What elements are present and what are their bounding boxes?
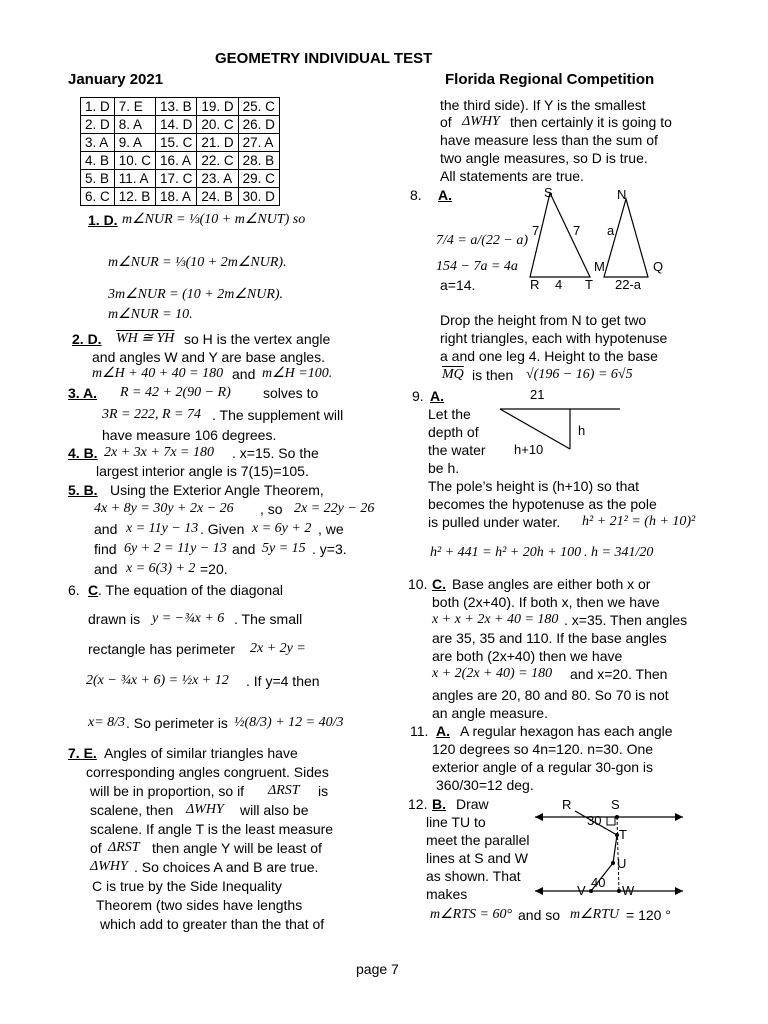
answer-9-text: depth of [428,424,479,440]
side-7-label: 7 [532,223,540,238]
answer-12-text: as shown. That [426,868,521,884]
point-r-label: R [562,797,572,812]
answer-2-label: 2. D. [72,331,102,347]
answer-1-label: 1. D. [88,212,118,228]
arrowhead-right-icon [675,813,683,821]
answer-6-text: . If y=4 then [246,673,320,689]
answer-10-text: angles are 20, 80 and 80. So 70 is not [432,687,669,703]
answer-key-cell: 17. C [156,170,197,188]
answer-7-text: which add to greater than the that of [100,916,325,932]
answer-key-cell: 10. C [114,152,155,170]
competition-name: Florida Regional Competition [445,71,655,88]
answer-8-result: √(196 − 16) = 6√5 [526,367,633,382]
answer-9-equation: h² + 21² = (h + 10)² [582,514,696,529]
answer-8-proportion: 7/4 = a/(22 − a) [436,233,528,248]
answer-5-equation: 4x + 8y = 30y + 2x − 26 [94,501,234,516]
answer-key-cell: 16. A [156,152,197,170]
answer-10-text: both (2x+40). If both x, then we have [432,594,660,610]
right-angle-mark [607,817,615,825]
answer-8-text: is then [472,367,514,383]
answer-key-row [81,134,280,152]
point-u-label: U [617,856,627,871]
answer-key-row [81,170,280,188]
answer-3-equation: 3R = 222, R = 74 [102,407,201,422]
point-v-label: V [577,883,586,898]
answer-7-text: corresponding angles congruent. Sides [86,764,329,780]
answer-key-cell: 15. C [156,134,197,152]
answer-11-text: A regular hexagon has each angle [460,723,673,739]
answer-7-label: 7. E. [68,745,97,761]
answer-9-text: the water [428,442,486,458]
answer-12-text: makes [426,886,468,902]
answer-key-cell: 6. C [81,188,115,206]
answer-6-equation: 2x + 2y = [250,641,306,656]
width-21-label: 21 [530,387,545,402]
answer-5-equation: x = 6(3) + 2 [126,561,196,576]
answer-10-text: an angle measure. [432,705,548,721]
answer-key-cell: 2. D [81,116,115,134]
answer-key-row [81,152,280,170]
answer-10-text: . x=35. Then angles [564,612,688,628]
side-a-label: a [607,223,615,238]
answer-11-text: exterior angle of a regular 30-gon is [432,759,654,775]
answer-10-equation: x + x + 2x + 40 = 180 [432,612,559,627]
answer-5-label: 5. B. [68,482,98,498]
answer-key-row [81,116,280,134]
answer-8-text: right triangles, each with hypotenuse [440,330,668,346]
answer-3-text: have measure 106 degrees. [102,427,277,443]
answer-12-text: Draw [456,796,489,812]
answer-12-text: meet the parallel [426,832,530,848]
answer-key-cell: 4. B [81,152,115,170]
answer-7-text: then angle Y will be least of [152,840,322,856]
answer-key-cell: 11. A [114,170,155,188]
page-number: page 7 [356,961,399,977]
answer-key-cell: 18. A [156,188,197,206]
answer-10-number: 10. [408,576,428,592]
answer-5-result: =20. [200,561,228,577]
answer-key-cell: 13. B [156,98,197,116]
vertex-t-label: T [585,277,593,292]
answer-4-text: . x=15. So the [232,445,319,461]
answer-12-text: line TU to [426,814,486,830]
answer-key-cell: 22. C [197,152,238,170]
answer-7-text: scalene, then [90,802,174,818]
depth-h-label: h [578,423,586,438]
answer-8-text: Drop the height from N to get two [440,312,647,328]
answer-5-equation: 2x = 22y − 26 [294,501,375,516]
answer-key-cell: 28. B [238,152,279,170]
answer-6-label: C [88,582,99,598]
answer-7-triangle: ΔRST [108,840,140,855]
answer-9-text: Let the [428,406,471,422]
answer-6-result: ½(8/3) + 12 = 40/3 [234,715,344,730]
answer-1-equation: m∠NUR = ⅓(10 + m∠NUT) so [122,212,306,227]
arrowhead-right-icon [675,887,683,895]
answer-9-result: . h = 341/20 [584,545,654,560]
answer-5-text: and [94,561,118,577]
point-t-label: T [619,827,627,842]
answer-12-equation: m∠RTU [570,907,620,922]
answer-8-number: 8. [410,187,422,203]
answer-2-equation: WH ≅ YH [116,331,175,346]
answer-5-text: , we [318,521,344,537]
arrowhead-left-icon [535,813,543,821]
answer-key-cell: 26. D [238,116,279,134]
answer-5-text: find [94,541,117,557]
answer-key-cell: 14. D [156,116,197,134]
answer-5-text: and [94,521,118,537]
answer-7-continued: then certainly it is going to [510,114,672,130]
answer-7-text: will also be [240,802,309,818]
answer-3-text: solves to [263,385,319,401]
answer-10-text: are 35, 35 and 110. If the base angles [432,630,667,646]
answer-12-equation: m∠RTS = 60° [430,907,513,922]
answer-7-continued: two angle measures, so D is true. [440,150,648,166]
answer-9-text: becomes the hypotenuse as the pole [428,496,657,512]
answer-7-text: Theorem (two sides have lengths [96,897,303,913]
point-w [617,889,621,893]
answer-key-cell: 8. A [114,116,155,134]
answer-key-cell: 1. D [81,98,115,116]
answer-2-text: and [232,366,256,382]
answer-6-equation: y = −¾x + 6 [152,611,225,626]
answer-9-label: A. [430,388,444,404]
answer-10-text: and x=20. Then [570,666,668,682]
answer-2-equation: m∠H + 40 + 40 = 180 [92,366,224,381]
answer-10-label: C. [432,576,446,592]
answer-2-text: and angles W and Y are base angles. [92,349,325,365]
vertex-s-label: S [544,185,553,200]
answer-7-text: Angles of similar triangles have [104,745,298,761]
answer-key-cell: 24. B [197,188,238,206]
answer-5-equation: x = 11y − 13 [126,521,199,536]
answer-key-cell: 12. B [114,188,155,206]
answer-10-text: are both (2x+40) then we have [432,648,623,664]
vertex-m-label: M [594,259,605,274]
vertex-r-label: R [530,277,540,292]
figure-12-parallel-lines [525,795,690,905]
answer-11-text: 360/30=12 deg. [436,777,534,793]
answer-5-text: Using the Exterior Angle Theorem, [110,482,324,498]
figure-8-triangles [520,185,700,295]
answer-1-step: m∠NUR = ⅓(10 + 2m∠NUR). [108,255,287,270]
answer-3-text: . The supplement will [212,407,344,423]
point-s [615,815,619,819]
answer-11-text: 120 degrees so 4n=120. n=30. One [432,741,654,757]
answer-5-text: and [232,541,256,557]
answer-11-number: 11. [410,723,429,739]
answer-9-text: is pulled under water. [428,514,561,530]
answer-12-text: lines at S and W [426,850,528,866]
figure-9-pole [490,385,640,465]
answer-8-result: a=14. [440,277,476,293]
answer-9-number: 9. [412,388,424,404]
angle-30-label: 30 [587,813,602,828]
answer-7-triangle: ΔWHY [186,802,224,817]
answer-7-text: of [90,840,102,856]
answer-key-row [81,98,280,116]
answer-key-cell: 19. D [197,98,238,116]
answer-12-number: 12. [408,796,428,812]
answer-8-label: A. [438,187,452,203]
answer-7-triangle: ΔWHY [90,859,128,874]
answer-4-text: largest interior angle is 7(15)=105. [96,463,309,479]
answer-10-text: Base angles are either both x or [452,576,651,592]
triangle-mnq [604,199,648,277]
answer-1-step: 3m∠NUR = (10 + 2m∠NUR). [108,287,284,302]
answer-key-cell: 29. C [238,170,279,188]
answer-7-continued: All statements are true. [440,168,584,184]
answer-key-cell: 7. E [114,98,155,116]
answer-9-text: The pole’s height is (h+10) so that [428,478,640,494]
vertex-q-label: Q [653,259,664,274]
answer-key-cell: 30. D [238,188,279,206]
answer-key-cell: 5. B [81,170,115,188]
answer-5-equation: x = 6y + 2 [252,521,312,536]
page-title: GEOMETRY INDIVIDUAL TEST [215,50,433,67]
answer-9-equation: h² + 441 = h² + 20h + 100 [430,545,582,560]
answer-7-triangle: ΔRST [268,783,300,798]
answer-key-cell: 23. A [197,170,238,188]
side-22-a-label: 22-a [615,277,642,292]
answer-7-continued: have measure less than the sum of [440,132,658,148]
answer-1-result: m∠NUR = 10. [108,307,193,322]
answer-5-text: . Given [200,521,245,537]
answer-5-text: . y=3. [312,541,347,557]
point-s-label: S [611,797,620,812]
answer-4-label: 4. B. [68,445,98,461]
answer-3-label: 3. A. [68,385,98,401]
answer-7-text: will be in proportion, so if [90,783,245,799]
side-7-label: 7 [573,223,581,238]
answer-8-text: a and one leg 4. Height to the base [440,348,658,364]
answer-7-text: C is true by the Side Inequality [92,878,282,894]
answer-7-text: . So choices A and B are true. [134,859,319,875]
answer-6-text: . So perimeter is [126,715,228,731]
answer-12-text: and so [518,907,561,923]
answer-7-continued: of [440,114,452,130]
answer-7-triangle: ΔWHY [462,114,500,129]
answer-2-result: m∠H =100. [262,366,333,381]
answer-key-cell: 9. A [114,134,155,152]
answer-key-table [80,97,280,206]
answer-6-text: rectangle has perimeter [88,641,236,657]
answer-key-cell: 27. A [238,134,279,152]
answer-key-cell: 21. D [197,134,238,152]
answer-6-number: 6. [68,582,80,598]
answer-12-label: B. [432,796,446,812]
point-w-label: W [622,883,635,898]
answer-3-equation: R = 42 + 2(90 − R) [120,385,231,400]
vertex-n-label: N [617,187,627,202]
answer-9-text: be h. [428,460,460,476]
answer-6-text: . The small [234,611,303,627]
answer-6-text: . The equation of the diagonal [98,582,284,598]
answer-10-equation: x + 2(2x + 40) = 180 [432,666,553,681]
pole-length-label: h+10 [514,442,544,457]
side-4-label: 4 [555,277,563,292]
angle-40-label: 40 [591,875,606,890]
arrowhead-left-icon [535,887,543,895]
answer-key-row [81,188,280,206]
answer-5-equation: 5y = 15 [262,541,306,556]
answer-6-text: drawn is [88,611,141,627]
answer-12-result: = 120 ° [626,907,671,923]
test-date: January 2021 [68,71,164,88]
answer-11-label: A. [436,723,450,739]
answer-2-text: so H is the vertex angle [184,331,331,347]
answer-6-equation: x= 8/3 [88,715,126,730]
answer-5-text: , so [260,501,283,517]
answer-4-equation: 2x + 3x + 7x = 180 [104,445,214,460]
answer-6-equation: 2(x − ¾x + 6) = ½x + 12 [86,673,229,688]
answer-key-cell: 20. C [197,116,238,134]
answer-7-text: is [318,783,329,799]
answer-8-segment: $\overline{MQ}$ [442,367,464,382]
answer-8-equation: 154 − 7a = 4a [436,259,518,274]
answer-key-cell: 25. C [238,98,279,116]
answer-5-equation: 6y + 2 = 11y − 13 [124,541,227,556]
answer-7-continued: the third side). If Y is the smallest [440,97,646,113]
point-u [611,861,615,865]
answer-key-cell: 3. A [81,134,115,152]
answer-7-text: scalene. If angle T is the least measure [90,821,334,837]
